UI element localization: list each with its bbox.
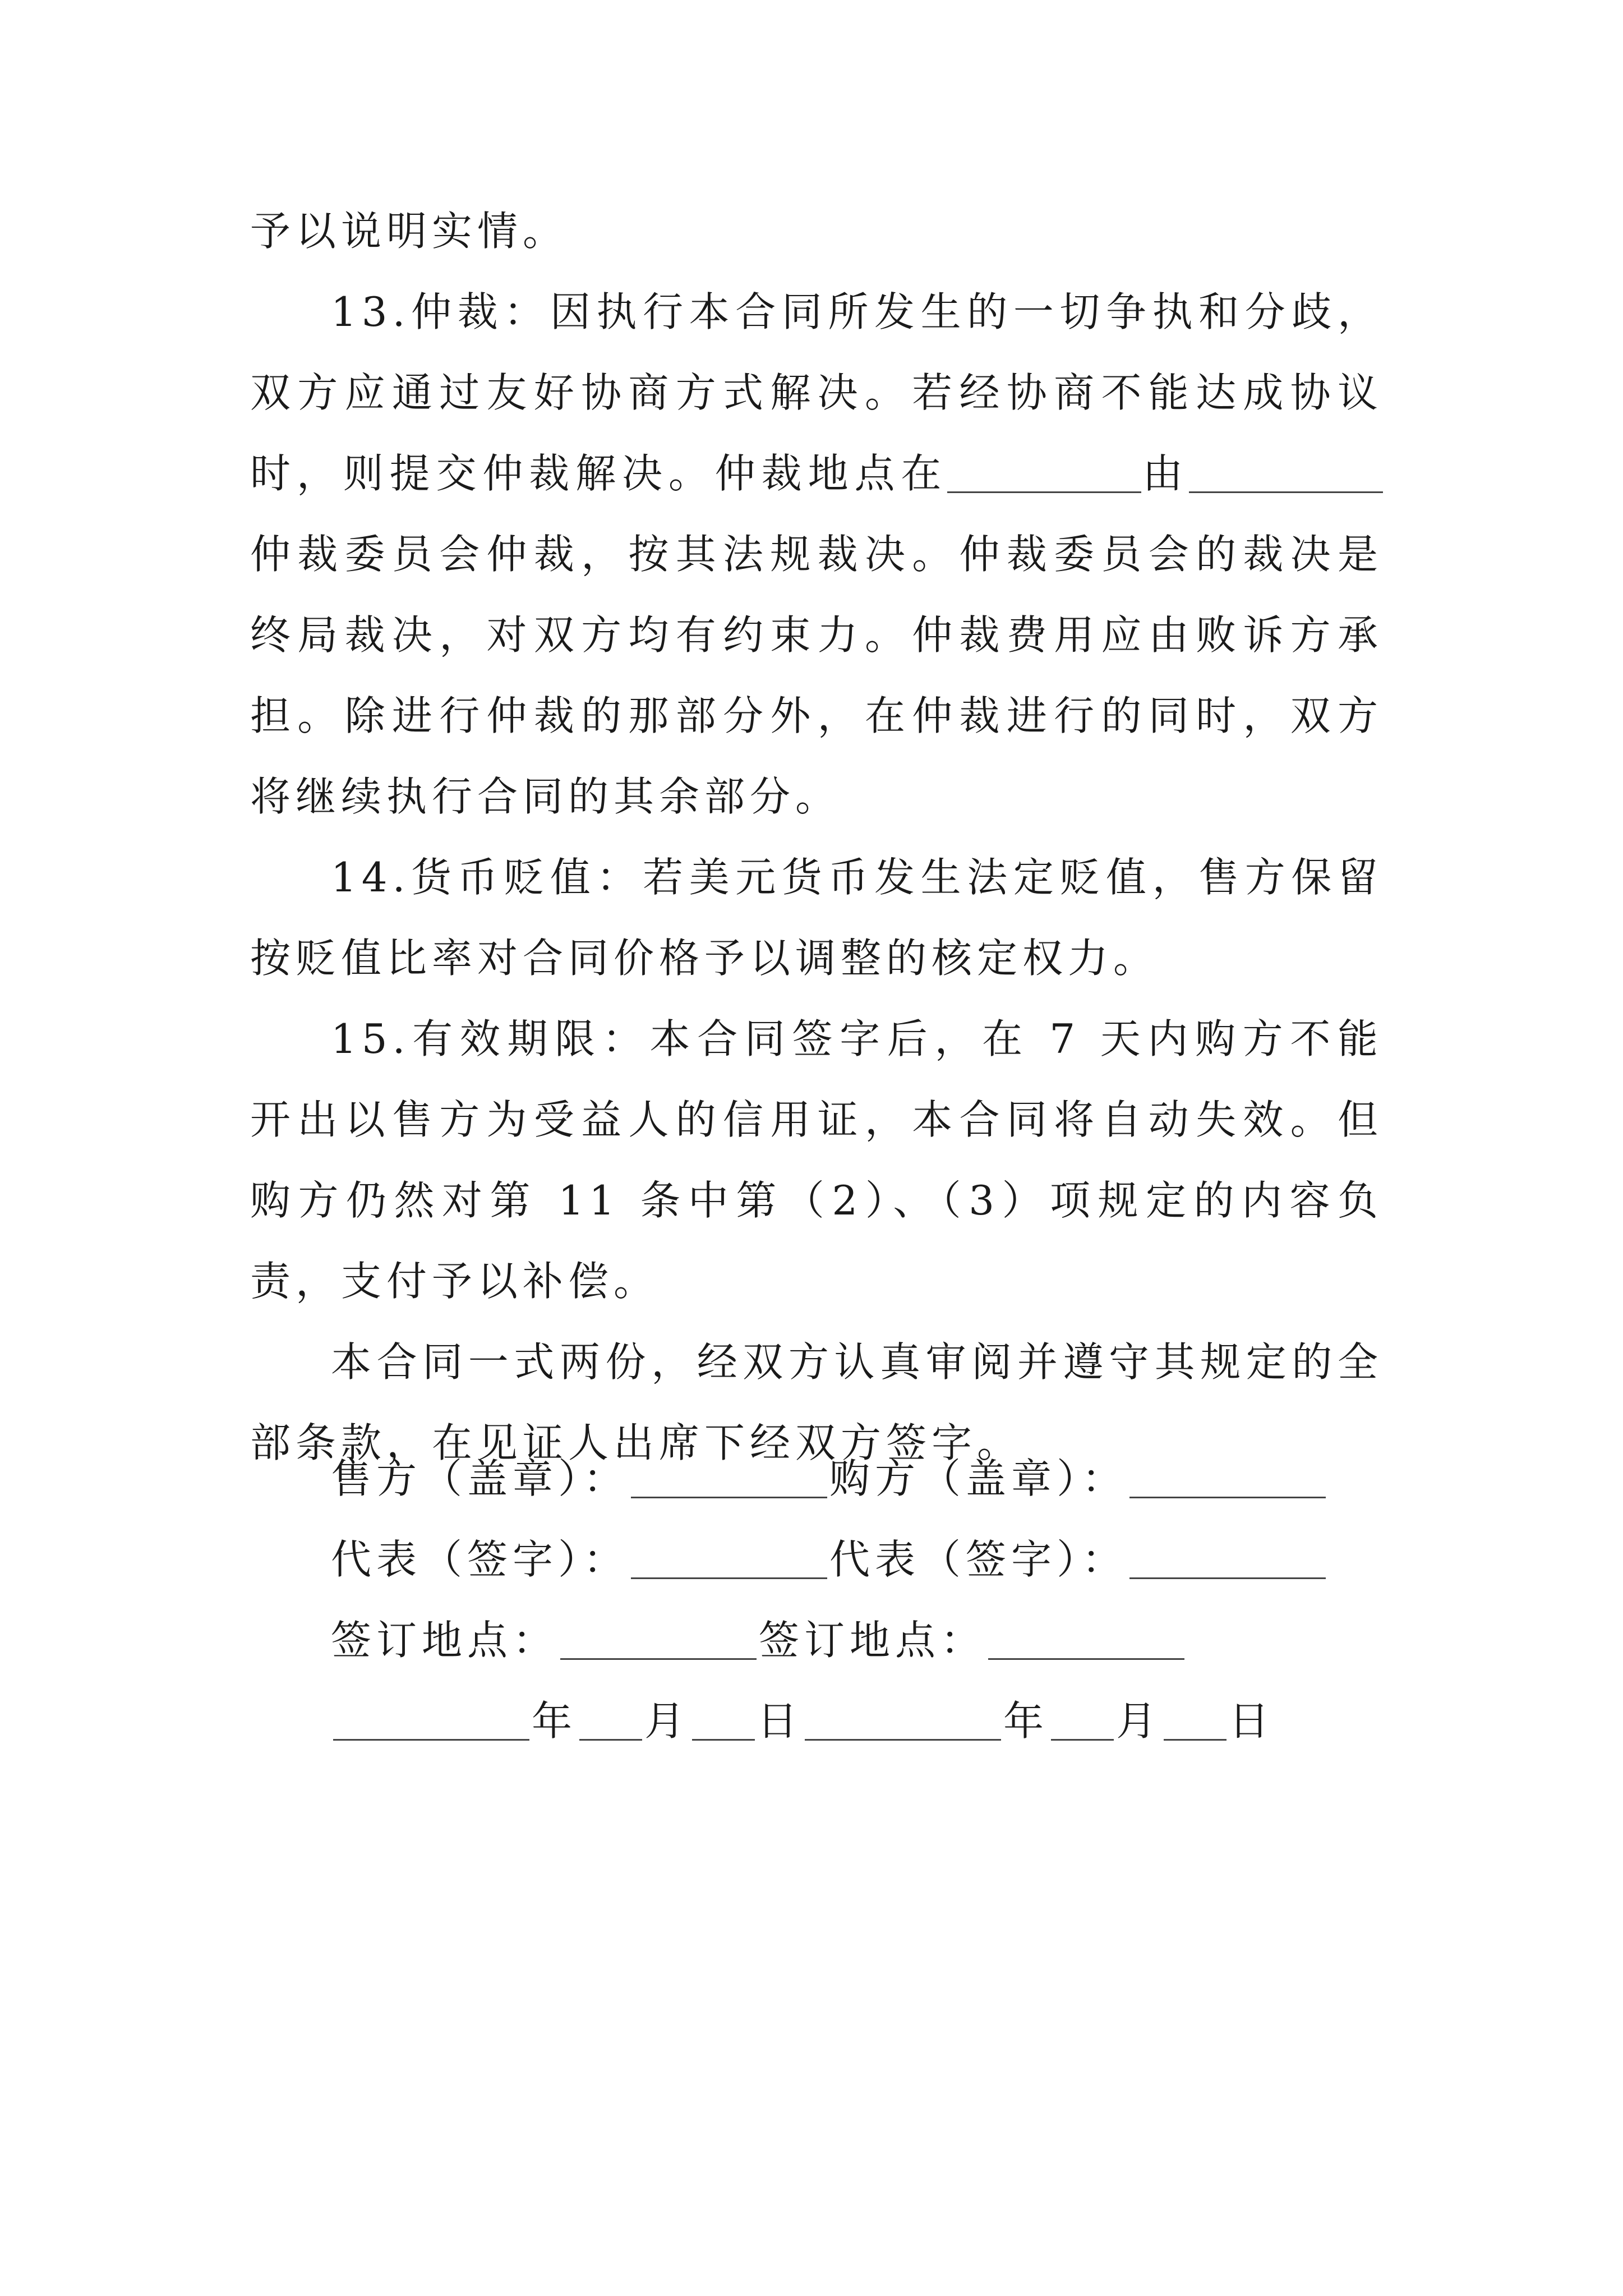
buyer-day-blank [1164,1699,1227,1741]
seller-representative-label: 代表（签字）： [331,1536,629,1583]
seller-seal-label: 售方（盖章）： [331,1455,629,1502]
clause-13-text-part2: 由 [1141,450,1189,497]
paragraph-continued-text: 予以说明实情。 [250,208,569,255]
buyer-day-label: 日 [1229,1697,1275,1745]
arbitration-committee-blank [1189,451,1383,493]
representative-row [331,1519,1396,1600]
buyer-representative-label: 代表（签字）： [829,1536,1128,1583]
buyer-signing-place-blank [988,1618,1184,1660]
buyer-representative-blank [1129,1537,1326,1579]
clause-14-text: 14.货币贬值：若美元货币发生法定贬值，售方保留按贬值比率对合同价格予以调整的核定权力。 [250,854,1383,982]
seller-month-label: 月 [644,1697,690,1745]
seller-day-blank [692,1699,755,1741]
seller-year-blank [333,1699,529,1741]
signature-section [331,1438,1396,1761]
clause-13-arbitration [250,272,1383,837]
seller-day-label: 日 [757,1697,803,1745]
seal-row [331,1438,1396,1519]
clause-15-text: 15.有效期限：本合同签字后，在 7 天内购方不能开出以售方为受益人的信用证，本合同将自动失效。但购方仍然对第 11 条中第（2）、（3）项规定的内容负责，支付予以补偿。 [250,1015,1383,1305]
buyer-month-label: 月 [1116,1697,1162,1745]
seller-signing-place-blank [560,1618,757,1660]
clause-14-currency-devaluation [250,837,1383,999]
buyer-seal-label: 购方（盖章）： [829,1455,1128,1502]
paragraph-continued [250,191,1383,272]
seller-year-label: 年 [532,1697,578,1745]
date-row [331,1681,1396,1761]
buyer-year-label: 年 [1003,1697,1049,1745]
buyer-month-blank [1051,1699,1114,1741]
buyer-seal-blank [1129,1456,1326,1498]
clause-15-validity-period [250,999,1383,1322]
seller-seal-blank [631,1456,827,1498]
seller-signing-place-label: 签订地点： [331,1617,559,1664]
contract-body [250,191,1383,1483]
seller-representative-blank [631,1537,827,1579]
buyer-year-blank [805,1699,1001,1741]
arbitration-place-blank [947,451,1141,493]
buyer-signing-place-label: 签订地点： [759,1617,986,1664]
seller-month-blank [579,1699,642,1741]
closing-paragraph-text: 本合同一式两份，经双方认真审阅并遵守其规定的全部条款，在见证人出席下经双方签字。 [250,1338,1383,1466]
clause-13-text-part1: 13.仲裁：因执行本合同所发生的一切争执和分歧，双方应通过友好协商方式解决。若经协商不能达成协议时，则提交仲裁解决。仲裁地点在 [250,288,1383,497]
signing-place-row [331,1600,1396,1681]
clause-13-text-part3: 仲裁委员会仲裁，按其法规裁决。仲裁委员会的裁决是终局裁决，对双方均有约束力。仲裁费用应由败诉方承担。除进行仲裁的那部分外，在仲裁进行的同时，双方将继续执行合同的其余部分。 [250,531,1383,820]
